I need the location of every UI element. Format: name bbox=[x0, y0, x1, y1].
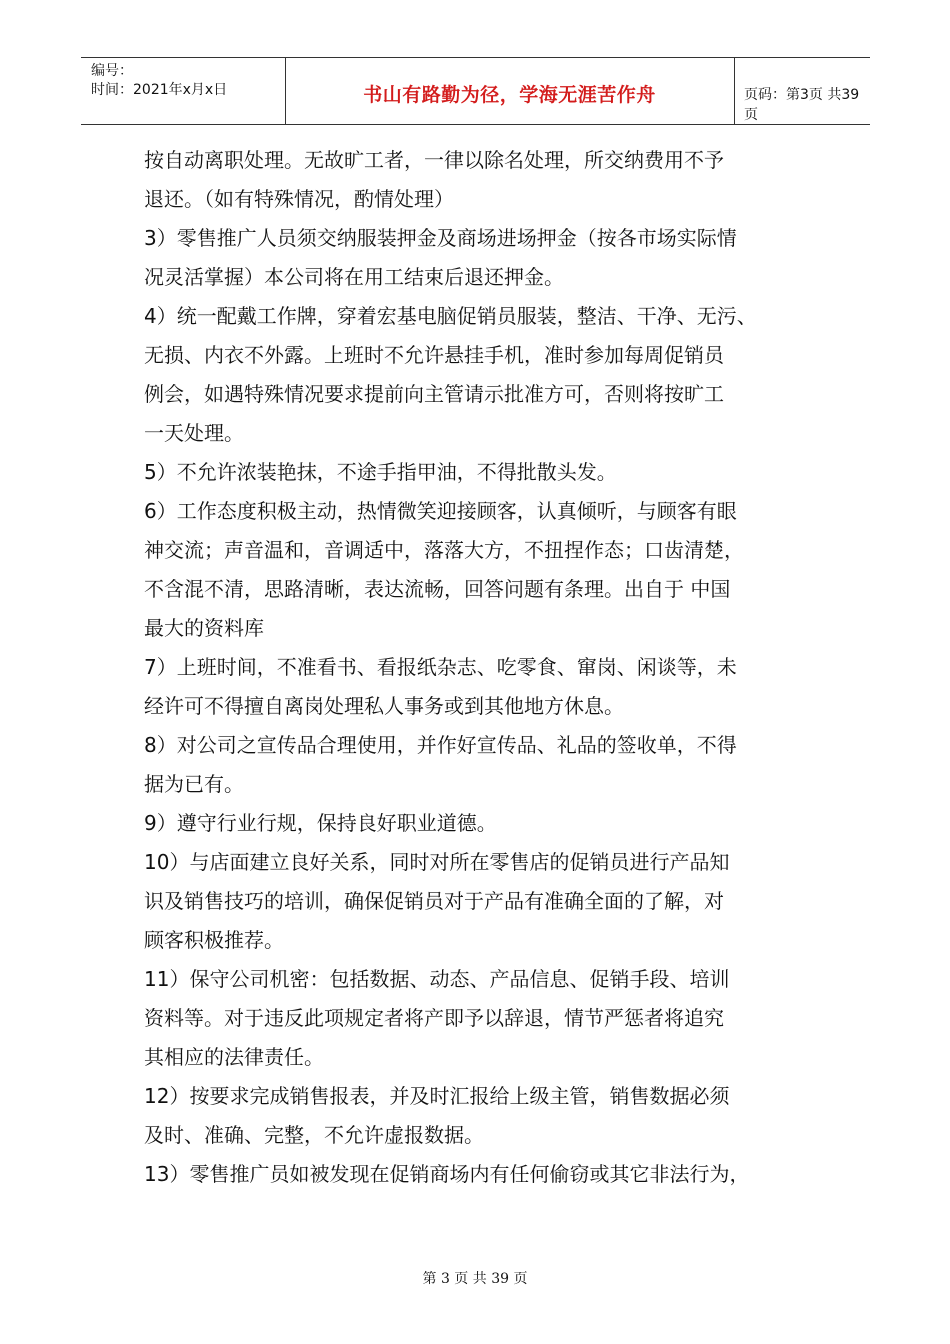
body-line: 其相应的法律责任。 bbox=[144, 1045, 324, 1069]
body-line: 不含混不清，思路清晰，表达流畅，回答问题有条理。出自于 中国 bbox=[144, 577, 731, 601]
body-line: 例会，如遇特殊情况要求提前向主管请示批准方可，否则将按旷工 bbox=[144, 382, 724, 406]
body-line: 无损、内衣不外露。上班时不允许悬挂手机，准时参加每周促销员 bbox=[144, 343, 724, 367]
body-line: 13）零售推广员如被发现在促销商场内有任何偷窃或其它非法行为， bbox=[144, 1162, 750, 1186]
page-footer: 第 3 页 共 39 页 bbox=[422, 1271, 528, 1287]
header-left-cell bbox=[81, 58, 286, 124]
body-line: 3）零售推广人员须交纳服装押金及商场进场押金（按各市场实际情 bbox=[144, 226, 737, 250]
header-motto: 书山有路勤为径，学海无涯苦作舟 bbox=[363, 84, 656, 106]
document-date: 时间：2021年x月x日 bbox=[91, 82, 228, 98]
document-body bbox=[144, 141, 824, 1194]
body-line: 顾客积极推荐。 bbox=[144, 928, 284, 952]
body-line: 9）遵守行业行规，保持良好职业道德。 bbox=[144, 811, 497, 835]
body-line: 神交流；声音温和，音调适中，落落大方，不扭捏作态；口齿清楚， bbox=[144, 538, 744, 562]
body-line: 11）保守公司机密：包括数据、动态、产品信息、促销手段、培训 bbox=[144, 967, 730, 991]
body-line: 7）上班时间，不准看书、看报纸杂志、吃零食、窜岗、闲谈等，未 bbox=[144, 655, 737, 679]
body-line: 5）不允许浓装艳抹，不途手指甲油，不得批散头发。 bbox=[144, 460, 617, 484]
body-line: 退还。（如有特殊情况，酌情处理） bbox=[144, 187, 454, 211]
header-middle-cell bbox=[285, 58, 735, 124]
body-line: 经许可不得擅自离岗处理私人事务或到其他地方休息。 bbox=[144, 694, 624, 718]
body-line: 12）按要求完成销售报表，并及时汇报给上级主管，销售数据必须 bbox=[144, 1084, 730, 1108]
body-line: 据为已有。 bbox=[144, 772, 244, 796]
body-line: 及时、准确、完整，不允许虚报数据。 bbox=[144, 1123, 484, 1147]
body-line: 一天处理。 bbox=[144, 421, 244, 445]
body-line: 最大的资料库 bbox=[144, 616, 264, 640]
body-line: 资料等。对于违反此项规定者将产即予以辞退，情节严惩者将追究 bbox=[144, 1006, 724, 1030]
header-right-cell bbox=[734, 58, 870, 124]
document-header bbox=[81, 57, 870, 125]
body-line: 按自动离职处理。无故旷工者，一律以除名处理，所交纳费用不予 bbox=[144, 148, 724, 172]
body-line: 况灵活掌握）本公司将在用工结束后退还押金。 bbox=[144, 265, 564, 289]
document-code-label: 编号： bbox=[91, 63, 133, 79]
body-line: 6）工作态度积极主动，热情微笑迎接顾客，认真倾听，与顾客有眼 bbox=[144, 499, 737, 523]
body-line: 识及销售技巧的培训，确保促销员对于产品有准确全面的了解，对 bbox=[144, 889, 724, 913]
body-line: 4）统一配戴工作牌，穿着宏基电脑促销员服装，整洁、干净、无污、 bbox=[144, 304, 757, 328]
body-line: 10）与店面建立良好关系，同时对所在零售店的促销员进行产品知 bbox=[144, 850, 730, 874]
body-line: 8）对公司之宣传品合理使用，并作好宣传品、礼品的签收单，不得 bbox=[144, 733, 737, 757]
header-page-info: 页码：第3页 共39页 bbox=[744, 87, 860, 123]
